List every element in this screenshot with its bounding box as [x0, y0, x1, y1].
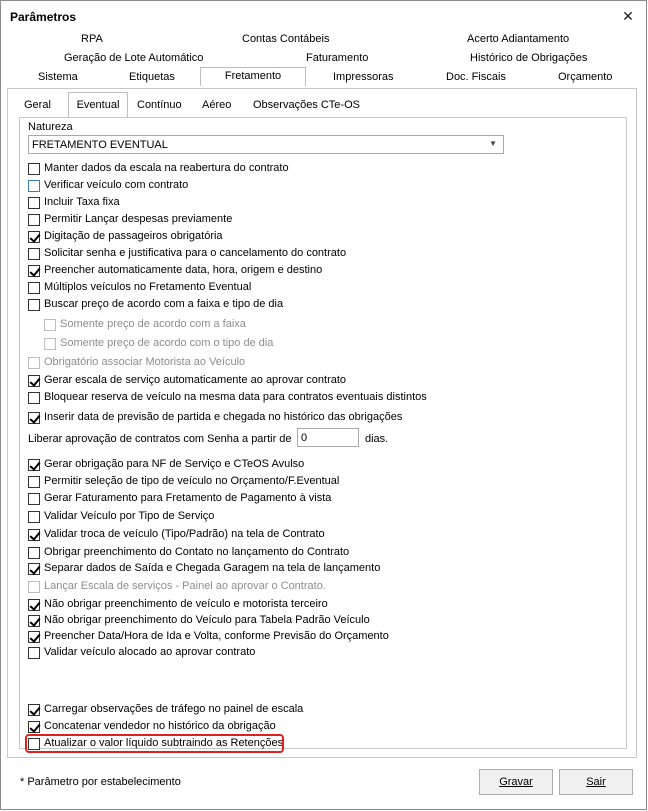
checkbox-label: Bloquear reserva de veículo na mesma data para contratos eventuais distintos: [44, 391, 427, 403]
checkbox-label: Incluir Taxa fixa: [44, 196, 120, 208]
checkbox[interactable]: [28, 459, 40, 471]
subtab-continuo[interactable]: Contínuo: [137, 99, 182, 111]
natureza-select[interactable]: [28, 135, 504, 154]
tab-row-2: [1, 52, 646, 70]
tab-sistema[interactable]: Sistema: [38, 71, 78, 83]
checkbox[interactable]: [28, 704, 40, 716]
tab-impressoras[interactable]: Impressoras: [333, 71, 394, 83]
exit-button-label: Sair: [586, 776, 606, 788]
checkbox[interactable]: [28, 392, 40, 404]
subtab-aereo[interactable]: Aéreo: [202, 99, 232, 111]
checkbox-label: Múltiplos veículos no Fretamento Eventual: [44, 281, 252, 293]
checkbox-label: Digitação de passageiros obrigatória: [44, 230, 223, 242]
tab-orcamento[interactable]: Orçamento: [558, 71, 613, 83]
tab-etiquetas[interactable]: Etiquetas: [129, 71, 175, 83]
checkbox[interactable]: [28, 412, 40, 424]
tab-rpa[interactable]: RPA: [81, 33, 103, 45]
tab-geracao-lote[interactable]: Geração de Lote Automático: [64, 52, 204, 64]
checkbox[interactable]: [28, 563, 40, 575]
checkbox: [28, 581, 40, 593]
checkbox-label: Validar Veículo por Tipo de Serviço: [44, 510, 215, 522]
sub-tabs: [8, 89, 636, 117]
title-bar: [1, 1, 646, 31]
subtab-geral[interactable]: Geral: [24, 99, 51, 111]
tab-row-3: [1, 71, 646, 89]
checkbox[interactable]: [28, 299, 40, 311]
checkbox[interactable]: [28, 375, 40, 387]
checkbox-label: Somente preço de acordo com o tipo de dia: [60, 337, 274, 349]
main-tabs: [1, 31, 646, 89]
checkbox-label: Buscar preço de acordo com a faixa e tipo de dia: [44, 298, 284, 310]
checkbox[interactable]: [28, 180, 40, 192]
checkbox[interactable]: [28, 476, 40, 488]
checkbox[interactable]: [28, 647, 40, 659]
checkbox-label: Gerar escala de serviço automaticamente ao aprovar contrato: [44, 374, 347, 386]
highlight-box: [25, 734, 284, 753]
checkbox-label: Validar veículo alocado ao aprovar contrato: [44, 646, 256, 658]
liberar-suffix: dias.: [365, 433, 389, 445]
natureza-value: FRETAMENTO EVENTUAL: [32, 139, 168, 151]
checkbox[interactable]: [28, 231, 40, 243]
checkbox-label: Obrigatório associar Motorista ao Veículo: [44, 356, 246, 368]
checkbox-label: Gerar Faturamento para Fretamento de Pagamento à vista: [44, 492, 332, 504]
checkbox[interactable]: [28, 721, 40, 733]
checkbox-label: Manter dados da escala na reabertura do contrato: [44, 162, 289, 174]
liberar-label: Liberar aprovação de contratos com Senha a partir de: [28, 433, 292, 445]
checkbox[interactable]: [28, 163, 40, 175]
tab-contas-contabeis[interactable]: Contas Contábeis: [242, 33, 330, 45]
checkbox-label: Permitir seleção de tipo de veículo no Orçamento/F.Eventual: [44, 475, 340, 487]
tab-row-1: [1, 33, 646, 51]
checkbox[interactable]: [28, 282, 40, 294]
exit-button[interactable]: [559, 769, 633, 795]
close-icon[interactable]: ✕: [622, 8, 634, 24]
liberar-days-value: 0: [301, 432, 308, 444]
tab-historico-obrigacoes[interactable]: Histórico de Obrigações: [470, 52, 588, 64]
checkbox-label: Permitir Lançar despesas previamente: [44, 213, 233, 225]
chevron-down-icon: ▼: [489, 139, 497, 148]
natureza-label: Natureza: [28, 121, 73, 133]
checkbox[interactable]: [28, 511, 40, 523]
checkbox-label: Atualizar o valor líquido subtraindo as Retenções: [44, 737, 284, 749]
save-button-label: Gravar: [499, 776, 533, 788]
checkbox[interactable]: [28, 599, 40, 611]
checkbox[interactable]: [28, 265, 40, 277]
checkbox-label: Validar troca de veículo (Tipo/Padrão) na tela de Contrato: [44, 528, 325, 540]
checkbox[interactable]: [28, 529, 40, 541]
checkbox: [44, 319, 56, 331]
checkbox-label: Concatenar vendedor no histórico da obrigação: [44, 720, 276, 732]
checkbox-label: Inserir data de previsão de partida e chegada no histórico das obrigações: [44, 411, 403, 423]
footer-note: * Parâmetro por estabelecimento: [20, 776, 181, 788]
checkbox: [28, 357, 40, 369]
window-title: Parâmetros: [10, 10, 77, 24]
tab-fretamento[interactable]: Fretamento: [200, 67, 306, 86]
checkbox-label: Lançar Escala de serviços - Painel ao aprovar o Contrato.: [44, 580, 326, 592]
checkbox-label: Obrigar preenchimento do Contato no lançamento do Contrato: [44, 546, 350, 558]
checkbox[interactable]: [28, 493, 40, 505]
checkbox-label: Solicitar senha e justificativa para o cancelamento do contrato: [44, 247, 347, 259]
checkbox-label: Não obrigar preenchimento de veículo e motorista terceiro: [44, 598, 328, 610]
checkbox[interactable]: [28, 248, 40, 260]
checkbox[interactable]: [28, 197, 40, 209]
checkbox: [44, 338, 56, 350]
tab-faturamento[interactable]: Faturamento: [306, 52, 369, 64]
liberar-days-input[interactable]: [297, 428, 359, 447]
subtab-observacoes-cte-os[interactable]: Observações CTe-OS: [253, 99, 360, 111]
tab-acerto-adiantamento[interactable]: Acerto Adiantamento: [467, 33, 570, 45]
checkbox-label: Verificar veículo com contrato: [44, 179, 189, 191]
checkbox[interactable]: [28, 214, 40, 226]
checkbox-label: Somente preço de acordo com a faixa: [60, 318, 246, 330]
tab-doc-fiscais[interactable]: Doc. Fiscais: [446, 71, 506, 83]
save-button[interactable]: [479, 769, 553, 795]
checkbox[interactable]: [28, 631, 40, 643]
checkbox[interactable]: [28, 547, 40, 559]
subtab-eventual[interactable]: Eventual: [68, 92, 128, 118]
checkbox-label: Preencher automaticamente data, hora, origem e destino: [44, 264, 323, 276]
checkbox-label: Gerar obrigação para NF de Serviço e CTeOS Avulso: [44, 458, 305, 470]
checkbox-label: Separar dados de Saída e Chegada Garagem na tela de lançamento: [44, 562, 381, 574]
checkbox-label: Carregar observações de tráfego no painel de escala: [44, 703, 304, 715]
checkbox[interactable]: [28, 615, 40, 627]
checkbox-label: Preencher Data/Hora de Ida e Volta, conforme Previsão do Orçamento: [44, 630, 389, 642]
checkbox-label: Não obrigar preenchimento do Veículo para Tabela Padrão Veículo: [44, 614, 370, 626]
